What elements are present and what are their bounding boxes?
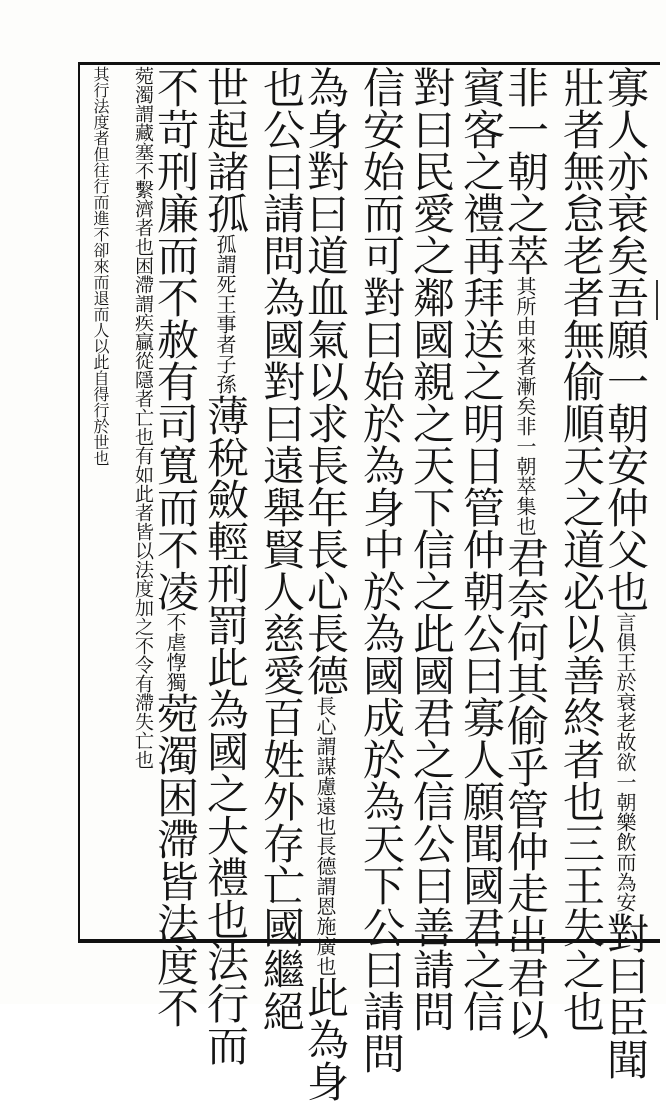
main-text: 此為身 [301, 976, 350, 1102]
text-column-10 [151, 66, 200, 1028]
main-text: 為身對曰道血氣以求長年長心長德 [301, 66, 350, 696]
main-text: 君奈何其偷乎管仲走出君以 [501, 536, 550, 1040]
commentary-text-b: 事者子孫 [213, 314, 237, 394]
commentary-text-a: 言俱王於衰老故欲 [613, 612, 637, 772]
commentary-text-a: 其行法度者但往行而進不卻來 [91, 66, 110, 274]
main-text: 不苛刑廉而不赦有司寬而不凌 [151, 66, 200, 612]
commentary-text-b: 惸獨 [163, 652, 187, 692]
text-column-4: 賓客之禮再拜送之明日管仲朝公曰寡人願聞國君之信 [457, 66, 506, 1032]
text-column-11 [110, 66, 154, 932]
text-column-9 [201, 66, 250, 1066]
commentary-text-b: 亡也有如此者皆以法度加之不令有滯失亡也 [132, 408, 154, 769]
text-column-12 [82, 66, 110, 932]
page-edge-mark [656, 280, 668, 320]
commentary-text-a: 不虐 [163, 612, 187, 652]
commentary-text-b: 長德謂恩施廣也 [313, 836, 337, 976]
commentary-text-a: 其所由來者漸矣 [513, 276, 537, 416]
commentary-text-a: 孤謂死王 [213, 234, 237, 314]
main-text: 寡人亦衰矣吾願一朝安仲父也 [601, 66, 650, 612]
text-column-6: 信安始而可對曰始於為身中於為國成於為天下公曰請問 [357, 66, 406, 1074]
text-column-8: 也公曰請問為國對曰遠舉賢人慈愛百姓外存亡國繼絕 [257, 66, 306, 1032]
main-text: 薄稅斂輕刑罰此為國之大禮也法行而 [201, 394, 250, 1066]
main-text: 世起諸孤 [201, 66, 250, 234]
text-column-3 [501, 66, 550, 1040]
text-column-1 [601, 66, 650, 1080]
text-column-7 [301, 66, 350, 1102]
commentary-text-a: 菀濁謂藏塞不繫濟者也困滯謂疾贏從隱者 [132, 66, 154, 408]
commentary-text-a: 長心謂謀慮遠也 [313, 696, 337, 836]
commentary-text-b: 非一朝萃集也 [513, 416, 537, 536]
commentary-text-b: 而退而人以此自得行於世也 [91, 274, 110, 466]
main-text: 菀濁困滯皆法度不 [151, 692, 200, 1028]
main-text: 非一朝之萃 [501, 66, 550, 276]
text-column-2: 壯者無怠老者無偷順天之道必以善終者也三王失之也 [557, 66, 606, 1032]
text-column-5: 對曰民愛之鄰國親之天下信之此國君之信公曰善請問 [407, 66, 456, 1032]
commentary-text-b: 一朝樂飲而為安 [613, 772, 637, 912]
main-text: 對曰臣聞 [601, 912, 650, 1080]
